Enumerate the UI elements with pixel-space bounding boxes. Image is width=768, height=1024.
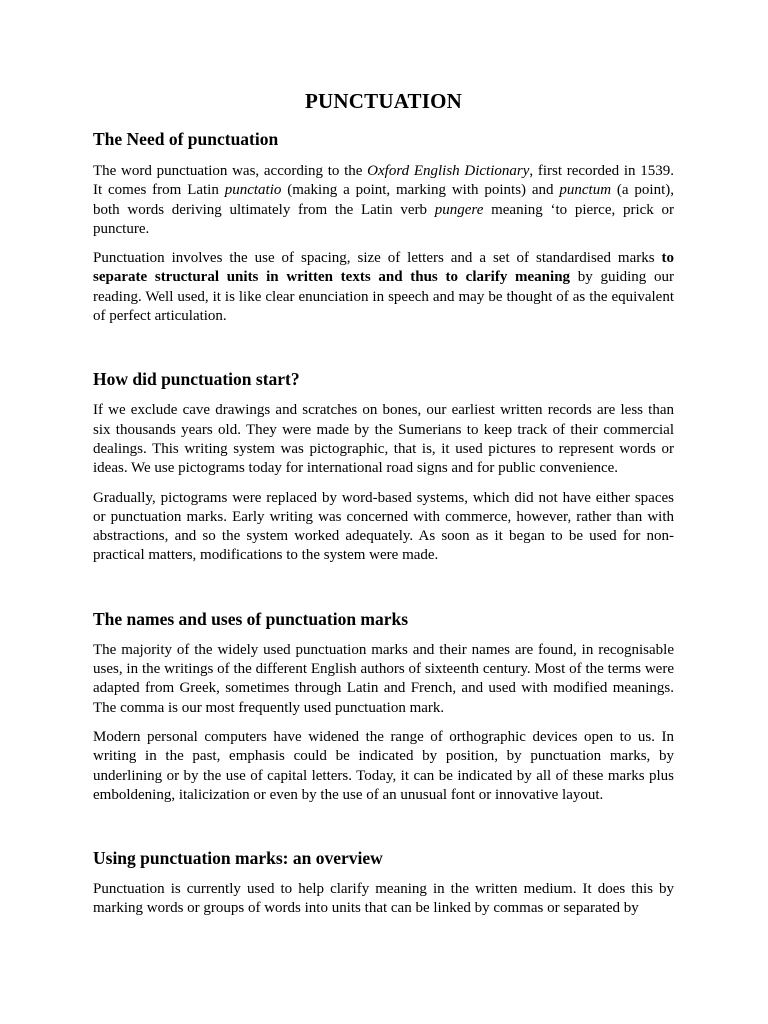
paragraph-names-computers: Modern personal computers have widened the range of orthographic devices open to us. In writing in the past, emphasis could be indicated by position, by punctuation marks, by underlining or by the use of capital letters. Today, it can be indicated by all of these marks plus emboldening, italicization or even by the use of an unusual font or innovative layout. bbox=[93, 728, 674, 803]
paragraph-need-definition bbox=[93, 249, 674, 326]
paragraph-overview: Punctuation is currently used to help clarify meaning in the written medium. It does this by marking words or groups of words into units that can be linked by commas or separated by bbox=[93, 881, 674, 917]
document-page bbox=[93, 0, 674, 919]
italic-latin-punctatio: punctatio bbox=[224, 182, 282, 199]
text-run: by guiding our reading. Well used, it is like clear enunciation in speech and may be thought of as the equivalent of perfect articulation. bbox=[93, 269, 674, 325]
text-run: , first recorded in 1539. It comes from Latin bbox=[93, 163, 675, 199]
text-run: meaning ‘to pierce, prick or puncture. bbox=[93, 201, 675, 237]
section-heading-need: The Need of punctuation bbox=[93, 129, 279, 149]
paragraph-names-origins: The majority of the widely used punctuation marks and their names are found, in recognisable uses, in the writings of the different English authors of sixteenth century. Most of the terms were adapted from Greek, sometimes through Latin and French, and used with modified meanings. The comma is our most frequently used punctuation mark. bbox=[93, 641, 674, 716]
paragraph-start-sumerians: If we exclude cave drawings and scratches on bones, our earliest written records are less than six thousands years old. They were made by the Sumerians to keep track of their commercial dealings. This writing system was pictographic, that is, it used pictures to represent words or ideas. We use pictograms today for international road signs and for public convenience. bbox=[93, 402, 674, 477]
section-heading-start: How did punctuation start? bbox=[93, 369, 300, 390]
bold-emphasis: to separate structural units in written texts and thus to clarify meaning bbox=[93, 250, 674, 286]
section-heading-overview: Using punctuation marks: an overview bbox=[93, 848, 383, 869]
italic-dictionary-name: Oxford English Dictionary bbox=[367, 163, 530, 179]
text-run: (a point), both words deriving ultimately from the Latin verb bbox=[93, 182, 674, 218]
text-run: (making a point, marking with points) and bbox=[281, 182, 560, 199]
text-run: The word punctuation was, according to the bbox=[93, 163, 368, 179]
italic-latin-punctum: punctum bbox=[559, 182, 612, 199]
section-heading-names: The names and uses of punctuation marks bbox=[93, 608, 409, 629]
italic-latin-pungere: pungere bbox=[434, 201, 484, 218]
paragraph-need-origin bbox=[93, 162, 674, 239]
document-title: PUNCTUATION bbox=[305, 89, 462, 113]
text-run: Punctuation involves the use of spacing, size of letters and a set of standardised marks bbox=[93, 250, 662, 267]
paragraph-start-word-systems: Gradually, pictograms were replaced by word-based systems, which did not have either spaces or punctuation marks. Early writing was concerned with commerce, however, rather than with abstractions, and so the system worked adequately. As soon as it began to be used for non-practical matters, modifications to the system were made. bbox=[93, 489, 674, 564]
